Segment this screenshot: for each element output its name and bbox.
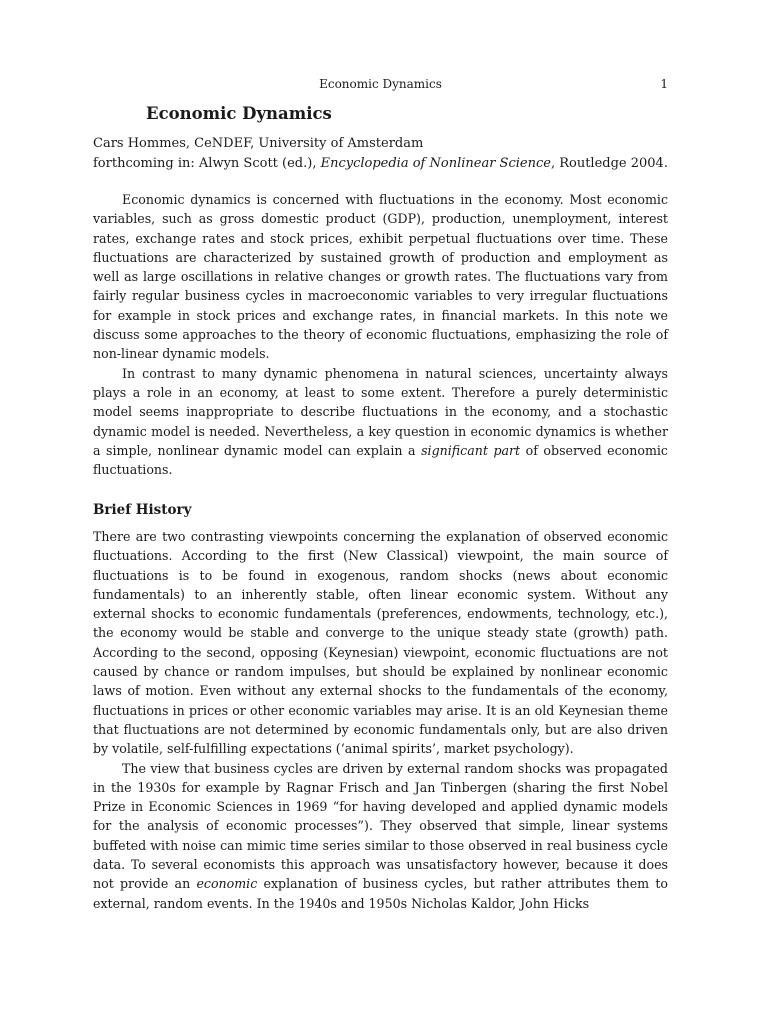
page xyxy=(93,0,668,1024)
running-header xyxy=(93,77,668,95)
emphasis-economic: economic xyxy=(196,876,258,892)
publication-suffix: , Routledge 2004. xyxy=(550,155,668,171)
book-title: Encyclopedia of Nonlinear Science xyxy=(320,155,551,171)
history-section xyxy=(93,527,668,913)
emphasis-significant-part: significant part xyxy=(421,442,521,458)
history-paragraph-2: The view that business cycles are driven by external random shocks was propagated in the 1930s for example by Ragnar Frisch and Jan Tinbergen (sharing the first Nobel Prize in Economic Sciences in 1969 “for having developed and applied dynamic models for the analysis of economic processes”). They observed that simple, linear systems buffeted with noise can mimic time series similar to those observed in real business cycle data. To several economists this approach was unsatisfactory however, because it does not provide an economic explanation of business cycles, but rather attributes them to external, random events. In the 1940s and 1950s Nicholas Kaldor, John Hicks xyxy=(93,760,668,911)
section-heading-brief-history: Brief History xyxy=(93,502,192,518)
page-number: 1 xyxy=(660,77,668,91)
running-title: Economic Dynamics xyxy=(319,77,442,91)
intro-paragraph-1: Economic dynamics is concerned with fluctuations in the economy. Most economic variables, such as gross domestic product (GDP), production, unemployment, interest rates, exchange rates and stock prices, exhibit perpetual fluctuations over time. These fluctuations are characterized by sustained growth of production and employment as well as large oscillations in relative changes or growth rates. The fluctuations vary from fairly regular business cycles in macroeconomic variables to very irregular fluctuations for example in stock prices and exchange rates, in financial markets. In this note we discuss some approaches to the theory of economic fluctuations, emphasizing the role of non-linear dynamic models. xyxy=(93,192,668,362)
author-line: Cars Hommes, CeNDEF, University of Amsterdam xyxy=(93,136,424,151)
byline xyxy=(93,134,668,173)
article-title: Economic Dynamics xyxy=(146,104,332,123)
history-paragraph-1: There are two contrasting viewpoints concerning the explanation of observed economic fluctuations. According to the first (New Classical) viewpoint, the main source of fluctuations is to be found in exogenous, random shocks (news about economic fundamentals) to an inherently stable, often linear economic system. Without any external shocks to economic fundamentals (preferences, endowments, technology, etc.), the economy would be stable and converge to the unique steady state (growth) path. According to the second, opposing (Keynesian) viewpoint, economic fluctuations are not caused by chance or random impulses, but should be explained by nonlinear economic laws of motion. Even without any external shocks to the fundamentals of the economy, fluctuations in prices or other economic variables may arise. It is an old Keynesian theme that fluctuations are not determined by economic fundamentals only, but are also driven by volatile, self-fulfilling expectations (‘animal spirits’, market psychology). xyxy=(93,529,668,757)
intro-paragraph-2: In contrast to many dynamic phenomena in natural sciences, uncertainty always plays a role in an economy, at least to some extent. Therefore a purely deterministic model seems inappropriate to describe fluctuations in the economy, and a stochastic dynamic model is needed. Nevertheless, a key question in economic dynamics is whether a simple, nonlinear dynamic model can explain a significant part of observed economic fluctuations. xyxy=(93,365,668,478)
intro-section xyxy=(93,190,668,479)
publication-prefix: forthcoming in: Alwyn Scott (ed.), xyxy=(93,155,321,171)
publication-line xyxy=(93,154,668,174)
